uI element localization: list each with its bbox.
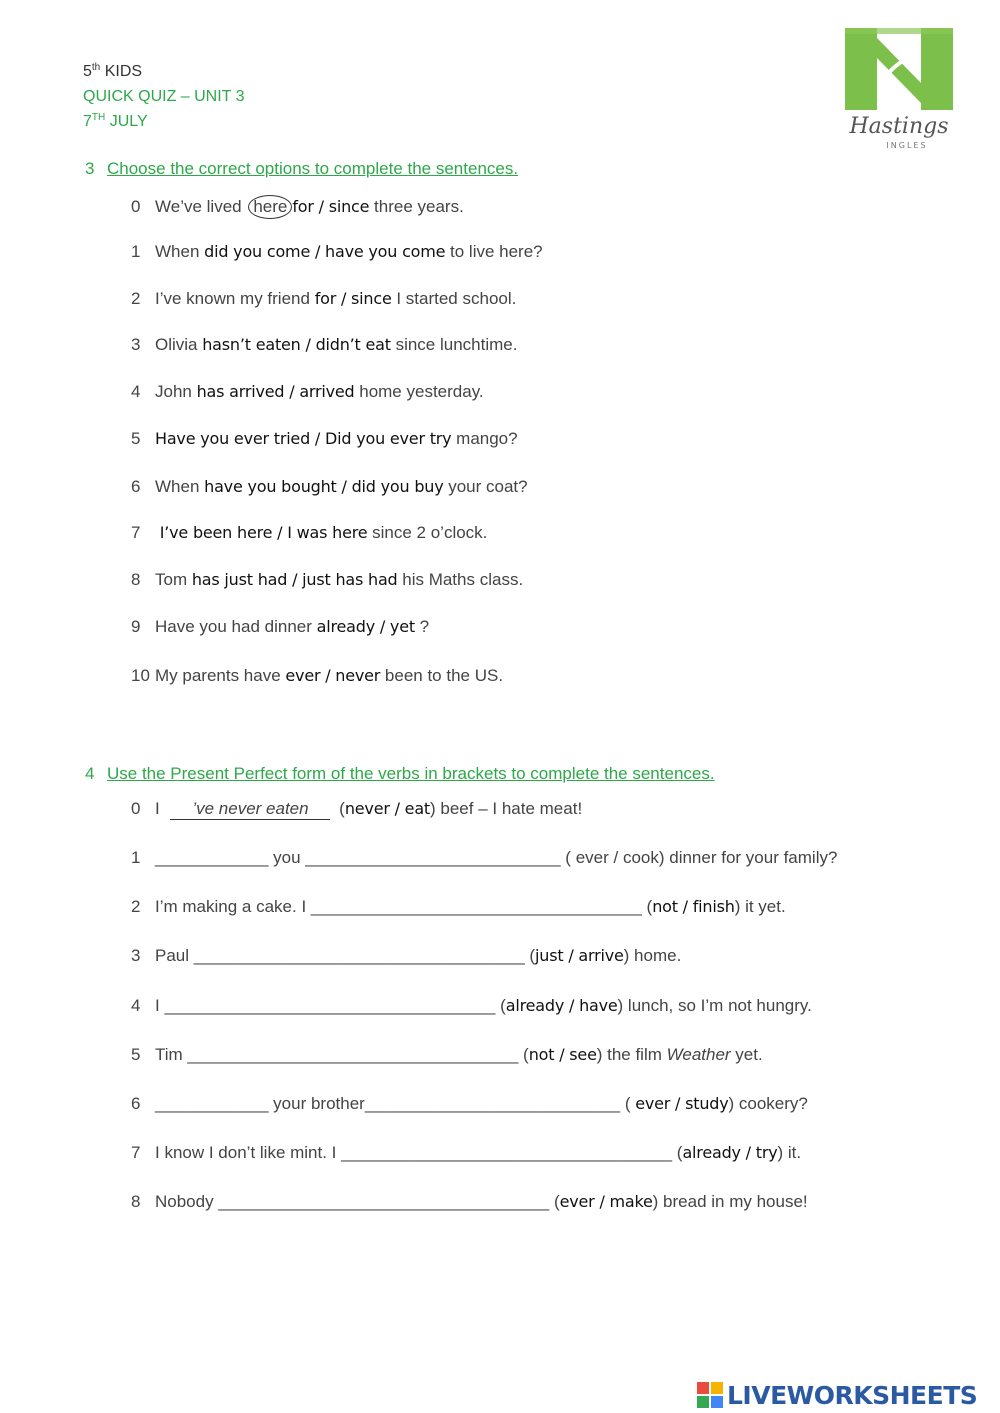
section-3-item: 0 We’ve lived here for / since three years. bbox=[131, 195, 464, 219]
verb-hint: ever / study bbox=[635, 1094, 729, 1113]
section-3-item: 8 Tom has just had / just has had his Maths class. bbox=[131, 570, 524, 589]
section-4-item[interactable]: 2 I’m making a cake. I ___________________________________ (not / finish) it yet. bbox=[131, 897, 786, 916]
header-date: 7TH JULY bbox=[83, 112, 148, 130]
section-3-item: 6 When have you bought / did you buy your coat? bbox=[131, 477, 528, 496]
answer-options[interactable]: hasn’t eaten / didn’t eat bbox=[202, 335, 391, 354]
section-3-item: 1 When did you come / have you come to live here? bbox=[131, 242, 543, 261]
section-4-item[interactable]: 8 Nobody ___________________________________ (ever / make) bread in my house! bbox=[131, 1192, 808, 1211]
answer-options[interactable]: I’ve been here / I was here bbox=[159, 523, 368, 542]
answer-options[interactable]: already / yet bbox=[316, 617, 415, 636]
answer-options[interactable]: has just had / just has had bbox=[191, 570, 398, 589]
verb-hint: ever / make bbox=[559, 1192, 653, 1211]
liveworksheets-brand: LIVEWORKSHEETS bbox=[697, 1378, 977, 1412]
answer-options[interactable]: ever / never bbox=[285, 666, 381, 685]
section-3-item: 4 John has arrived / arrived home yesterday. bbox=[131, 382, 484, 401]
svg-text:INGLES: INGLES bbox=[886, 141, 928, 150]
verb-hint: already / have bbox=[505, 996, 618, 1015]
svg-text:Hastings: Hastings bbox=[849, 114, 949, 139]
hastings-logo-icon bbox=[845, 28, 955, 153]
section-3-item: 5 Have you ever tried / Did you ever try mango? bbox=[131, 429, 518, 448]
section-3-item: 2 I’ve known my friend for / since I started school. bbox=[131, 289, 517, 308]
section-3-item: 7 I’ve been here / I was here since 2 o’clock. bbox=[131, 523, 488, 542]
answer-options[interactable]: have you bought / did you buy bbox=[204, 477, 444, 496]
verb-hint: not / see bbox=[528, 1045, 597, 1064]
answer-options[interactable]: did you come / have you come bbox=[204, 242, 446, 261]
hastings-logo bbox=[845, 28, 955, 153]
section-4-title: 4 Use the Present Perfect form of the verbs in brackets to complete the sentences. bbox=[85, 764, 715, 783]
section-4-item[interactable]: 6 ____________ your brother___________________________ ( ever / study) cookery? bbox=[131, 1094, 808, 1113]
section-4-example: 0 I ’ve never eaten (never / eat) beef – I hate meat! bbox=[131, 799, 583, 818]
section-3-item: 9 Have you had dinner already / yet ? bbox=[131, 617, 430, 636]
liveworksheets-logo-icon bbox=[697, 1382, 723, 1408]
verb-hint: not / finish bbox=[652, 897, 735, 916]
header-quiz-title: QUICK QUIZ – UNIT 3 bbox=[83, 88, 245, 105]
section-3-item: 10 My parents have ever / never been to the US. bbox=[131, 666, 504, 685]
verb-hint: just / arrive bbox=[535, 946, 624, 965]
section-4-item[interactable]: 7 I know I don’t like mint. I ___________________________________ (already / try) it. bbox=[131, 1143, 802, 1162]
section-3-item: 3 Olivia hasn’t eaten / didn’t eat since lunchtime. bbox=[131, 335, 518, 354]
section-3-title: 3 Choose the correct options to complete the sentences. bbox=[85, 159, 519, 178]
section-4-item[interactable]: 3 Paul ___________________________________ (just / arrive) home. bbox=[131, 946, 682, 965]
header-class-line: 5th KIDS bbox=[83, 62, 143, 80]
answer-options[interactable]: Have you ever tried / Did you ever try bbox=[155, 429, 452, 448]
verb-hint: already / try bbox=[682, 1143, 778, 1162]
section-4-item[interactable]: 1 ____________ you ___________________________ ( ever / cook) dinner for your family? bbox=[131, 848, 838, 867]
section-4-item[interactable]: 5 Tim ___________________________________ (not / see) the film Weather yet. bbox=[131, 1045, 763, 1064]
answer-options[interactable]: for / since bbox=[314, 289, 392, 308]
answer-options[interactable]: for / since bbox=[292, 197, 370, 216]
circled-word: here bbox=[248, 195, 292, 219]
verb-hint: ever / cook bbox=[575, 848, 659, 867]
answer-options[interactable]: has arrived / arrived bbox=[196, 382, 355, 401]
example-answer: ’ve never eaten bbox=[170, 799, 330, 820]
section-4-item[interactable]: 4 I ___________________________________ (already / have) lunch, so I’m not hungry. bbox=[131, 996, 812, 1015]
